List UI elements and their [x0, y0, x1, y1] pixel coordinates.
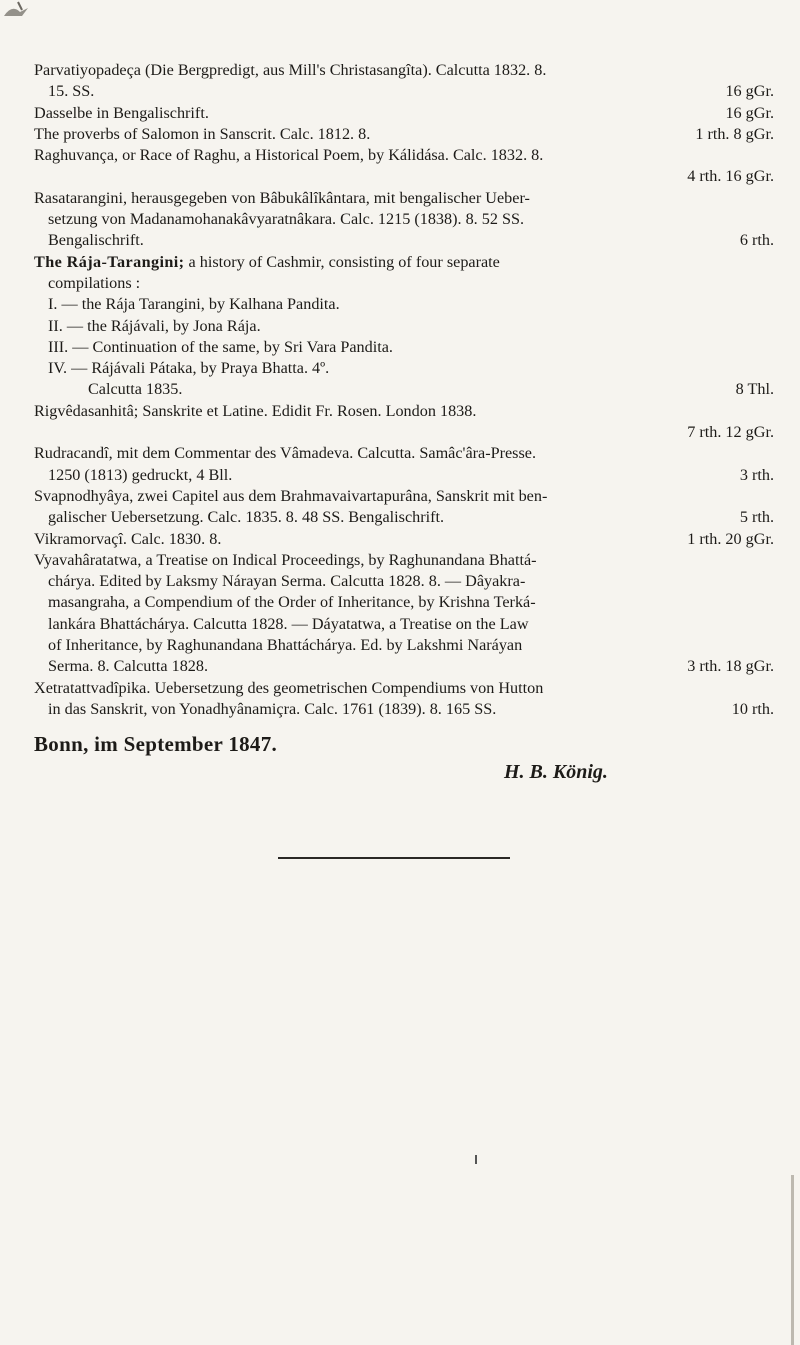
entry-text: Rigvêdasanhitâ; Sanskrite et Latine. Edidit Fr. Rosen. London 1838. [34, 401, 477, 420]
entry-text: Svapnodhyâya, zwei Capitel aus dem Brahmavaivartapurâna, Sanskrit mit ben- [34, 486, 548, 505]
entry-text: 1250 (1813) gedruckt, 4 Bll. [48, 465, 233, 484]
entry-line [34, 422, 774, 443]
entry-line [34, 443, 774, 464]
catalogue-entry [34, 145, 774, 188]
entry-text: Vyavahâratatwa, a Treatise on Indical Proceedings, by Raghunandana Bhattá- [34, 550, 537, 569]
entry-text: 15. SS. [48, 82, 95, 101]
entry-line [34, 166, 774, 187]
entry-price: 16 gGr. [725, 82, 774, 101]
entry-text: Rasatarangini, herausgegeben von Bâbukâlîkântara, mit bengalischer Ueber- [34, 188, 530, 207]
catalogue-entry [34, 188, 774, 252]
entry-line [34, 273, 774, 294]
entry-text: I. — the Rája Tarangini, by Kalhana Pandita. [48, 295, 340, 314]
entry-line [34, 337, 774, 358]
entry-text: Bengalischrift. [48, 231, 144, 250]
page-edge-shadow [791, 1175, 794, 1345]
catalogue-entry [34, 103, 774, 124]
entry-line [34, 358, 774, 379]
entry-text: Rudracandî, mit dem Commentar des Vâmadeva. Calcutta. Samâc'âra-Presse. [34, 444, 537, 463]
entry-text: Vikramorvaçî. Calc. 1830. 8. [34, 529, 222, 548]
entry-line [34, 529, 774, 550]
entry-line [34, 550, 774, 571]
catalogue-entry [34, 550, 774, 678]
catalogue-entry [34, 60, 774, 103]
entry-line [34, 571, 774, 592]
entry-line [34, 81, 774, 102]
entry-line [34, 592, 774, 613]
catalogue-entries [34, 60, 774, 720]
entry-line [34, 60, 774, 81]
entry-line [34, 145, 774, 166]
entry-price: 7 rth. 12 gGr. [687, 423, 774, 442]
catalogue-entry [34, 529, 774, 550]
entry-price: 16 gGr. [725, 103, 774, 122]
entry-text: Calcutta 1835. [88, 380, 183, 399]
entry-line [34, 209, 774, 230]
entry-price: 10 rth. [731, 699, 774, 718]
entry-line [34, 656, 774, 677]
entry-text: a history of Cashmir, consisting of four separate [184, 252, 500, 271]
entry-line [34, 316, 774, 337]
signature: H. B. König. [504, 760, 608, 783]
entry-text: Dasselbe in Bengalischrift. [34, 103, 209, 122]
entry-title-bold: The Rája-Tarangini; [34, 252, 185, 271]
entry-text: chárya. Edited by Laksmy Nárayan Serma. Calcutta 1828. 8. — Dâyakra- [48, 572, 526, 591]
catalogue-entry [34, 252, 774, 401]
entry-line [34, 507, 774, 528]
entry-price: 6 rth. [739, 231, 774, 250]
catalogue-entry [34, 124, 774, 145]
entry-price: 1 rth. 20 gGr. [687, 529, 774, 548]
stray-mark [475, 1155, 477, 1164]
entry-text: The proverbs of Salomon in Sanscrit. Calc. 1812. 8. [34, 124, 371, 143]
entry-line [34, 103, 774, 124]
entry-line [34, 401, 774, 422]
entry-text: IV. — Rájávali Pátaka, by Praya Bhatta. 4º. [48, 359, 330, 378]
entry-price: 8 Thl. [735, 380, 774, 399]
closing-rule [278, 857, 510, 859]
entry-line [34, 294, 774, 315]
entry-line [34, 252, 774, 273]
entry-line [34, 188, 774, 209]
entry-price: 1 rth. 8 gGr. [695, 124, 774, 143]
entry-text: Raghuvança, or Race of Raghu, a Historical Poem, by Kálidása. Calc. 1832. 8. [34, 146, 544, 165]
entry-price: 4 rth. 16 gGr. [687, 167, 774, 186]
catalogue-entry [34, 443, 774, 486]
entry-text: Xetratattvadîpika. Uebersetzung des geometrischen Compendiums von Hutton [34, 678, 544, 697]
entry-text: II. — the Rájávali, by Jona Rája. [48, 316, 261, 335]
entry-line [34, 635, 774, 656]
catalogue-page [34, 60, 774, 783]
entry-line [34, 614, 774, 635]
entry-text: Parvatiyopadeça (Die Bergpredigt, aus Mill's Christasangîta). Calcutta 1832. 8. [34, 61, 547, 79]
entry-line [34, 486, 774, 507]
entry-text: in das Sanskrit, von Yonadhyânamiçra. Calc. 1761 (1839). 8. 165 SS. [48, 699, 497, 718]
entry-text: of Inheritance, by Raghunandana Bhattáchárya. Ed. by Lakshmi Naráyan [48, 636, 523, 655]
entry-line [34, 379, 774, 400]
entry-line [34, 465, 774, 486]
entry-line [34, 230, 774, 251]
entry-text: compilations : [48, 273, 141, 292]
catalogue-entry [34, 486, 774, 529]
catalogue-entry [34, 401, 774, 444]
entry-text: lankára Bhattáchárya. Calcutta 1828. — Dáyatatwa, a Treatise on the Law [48, 614, 529, 633]
corner-ink-mark [2, 0, 38, 24]
entry-text: masangraha, a Compendium of the Order of Inheritance, by Krishna Terká- [48, 593, 536, 612]
entry-text: III. — Continuation of the same, by Sri Vara Pandita. [48, 337, 393, 356]
entry-text: galischer Uebersetzung. Calc. 1835. 8. 48 SS. Bengalischrift. [48, 508, 445, 527]
entry-line [34, 699, 774, 720]
entry-price: 3 rth. 18 gGr. [687, 657, 774, 676]
place-date-line: Bonn, im September 1847. [34, 732, 278, 757]
entry-line [34, 124, 774, 145]
entry-text: Serma. 8. Calcutta 1828. [48, 657, 209, 676]
entry-price: 5 rth. [739, 508, 774, 527]
entry-price: 3 rth. [739, 465, 774, 484]
entry-line [34, 678, 774, 699]
entry-text: setzung von Madanamohanakâvyaratnâkara. Calc. 1215 (1838). 8. 52 SS. [48, 210, 525, 229]
catalogue-entry [34, 678, 774, 721]
